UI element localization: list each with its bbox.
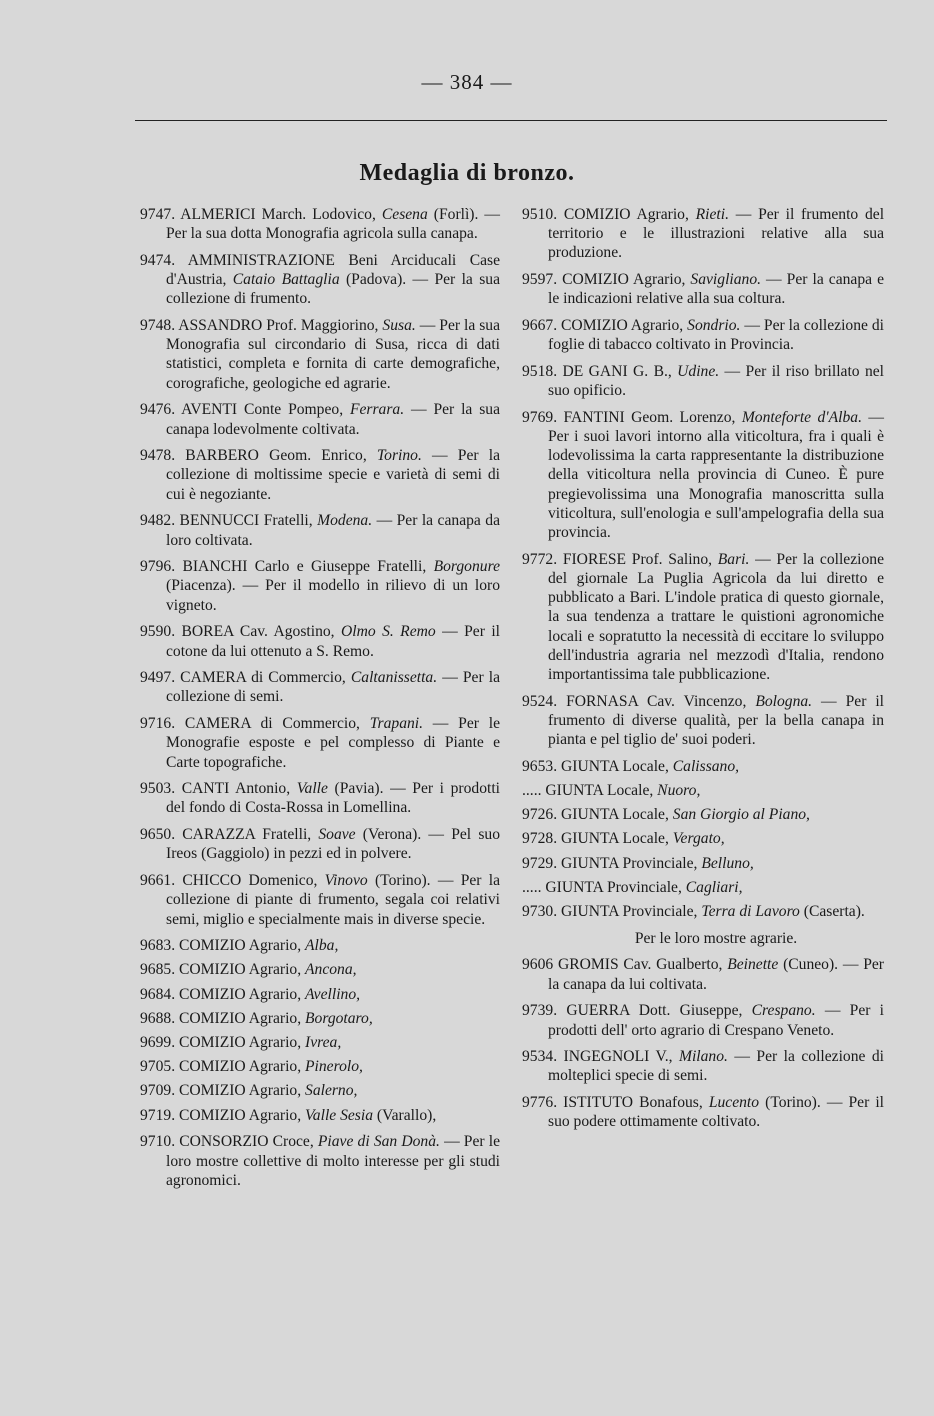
award-entry bbox=[140, 871, 500, 929]
entry-place: Bari. bbox=[717, 550, 750, 568]
entry-description: — Per il frumento di diverse qualità, per la bella canapa in pianta e pel tiglio de' suoi poderi. bbox=[548, 692, 885, 749]
entry-description: — Per le loro mostre collettive di molto interesse per gli studi agronomici. bbox=[166, 1133, 500, 1189]
entry-number: 9729. bbox=[522, 854, 561, 872]
award-entry bbox=[522, 781, 884, 800]
entry-number: 9510. bbox=[522, 206, 564, 223]
entry-place: Ancona, bbox=[305, 961, 357, 979]
award-entry bbox=[522, 854, 884, 873]
entry-number: 9497. bbox=[140, 669, 181, 687]
entry-number: 9590. bbox=[140, 623, 182, 641]
entry-description: — Per la sua Monografia sul circondario di Susa, ricca di dati statistici, completa e fornita di carte demografiche, corografiche, geologiche ed agrarie. bbox=[166, 317, 501, 392]
entry-name: COMIZIO Agrario, bbox=[178, 985, 306, 1003]
entry-name: BIANCHI Carlo e Giuseppe Fratelli, bbox=[182, 558, 434, 576]
entry-name: GIUNTA Locale, bbox=[560, 806, 673, 824]
entry-place: Calissano, bbox=[672, 757, 740, 775]
entry-place: Bologna. bbox=[755, 692, 813, 710]
award-entry bbox=[140, 825, 500, 863]
entry-description: (Pavia). — Per i prodotti del fondo di Costa-Rossa in Lomellina. bbox=[166, 780, 501, 817]
entry-place: Alba, bbox=[305, 937, 339, 955]
entry-place: Terra di Lavoro bbox=[701, 903, 800, 920]
award-entry bbox=[140, 1033, 500, 1052]
entry-description: — Per la canapa da loro coltivata. bbox=[166, 512, 501, 549]
entry-place: Borgonure bbox=[433, 558, 500, 576]
entry-name: AVENTI Conte Pompeo, bbox=[181, 401, 350, 419]
entry-number: 9684. bbox=[140, 985, 179, 1003]
entry-place: Crespano. bbox=[751, 1002, 816, 1020]
entry-description: (Verona). — Pel suo Ireos (Gaggiolo) in pezzi ed in polvere. bbox=[166, 826, 500, 863]
entry-number: 9606 bbox=[522, 956, 558, 974]
entry-description: — Per il frumento del territorio e le illustrazioni relative alla sua produzione. bbox=[548, 206, 885, 262]
entry-name: CANTI Antonio, bbox=[181, 780, 297, 798]
entry-name: GIUNTA Locale, bbox=[560, 830, 673, 848]
entry-name: COMIZIO Agrario, bbox=[178, 1058, 306, 1076]
award-entry bbox=[140, 714, 500, 772]
award-entry bbox=[140, 960, 500, 979]
entry-name: COMIZIO Agrario, bbox=[563, 206, 696, 223]
award-entry bbox=[522, 408, 884, 542]
entry-number: 9719. bbox=[140, 1106, 179, 1124]
award-entry bbox=[522, 692, 884, 750]
entry-name: COMIZIO Agrario, bbox=[562, 271, 691, 289]
entry-name: CAMERA di Commercio, bbox=[184, 715, 370, 733]
entry-number: 9661. bbox=[140, 872, 183, 890]
award-entry bbox=[140, 936, 500, 955]
entry-number: 9710. bbox=[140, 1133, 180, 1151]
section-heading: Medaglia di bronzo. bbox=[359, 160, 575, 186]
award-entry bbox=[522, 805, 884, 824]
entry-place: Susa. bbox=[382, 317, 416, 335]
entry-place: Modena. bbox=[317, 512, 373, 530]
entry-number: 9772. bbox=[522, 550, 563, 568]
award-entry bbox=[522, 1001, 884, 1039]
entry-number: 9796. bbox=[140, 558, 183, 576]
entry-place: Caltanissetta. bbox=[350, 669, 438, 687]
entry-name: COMIZIO Agrario, bbox=[178, 1082, 306, 1100]
entry-name: ASSANDRO Prof. Maggiorino, bbox=[178, 317, 383, 335]
entry-number: 9474. bbox=[140, 251, 188, 269]
entry-name: ALMERICI March. Lodovico, bbox=[180, 206, 382, 223]
entry-name: GIUNTA Provinciale, bbox=[545, 878, 686, 896]
entry-number: 9478. bbox=[140, 447, 186, 465]
entry-place: Valle bbox=[296, 780, 328, 798]
entry-number: 9476. bbox=[140, 401, 182, 419]
award-entry bbox=[522, 316, 884, 354]
award-entry bbox=[522, 902, 884, 921]
entry-number: 9748. bbox=[140, 317, 179, 335]
right-column bbox=[522, 205, 884, 1139]
entry-description: — Per la collezione di molteplici specie di semi. bbox=[548, 1048, 885, 1085]
award-entry bbox=[140, 446, 500, 504]
award-entry bbox=[140, 316, 500, 393]
entry-description: (Forlì). — Per la sua dotta Monografia agricola sulla canapa. bbox=[166, 206, 500, 243]
entry-place: Vergato, bbox=[672, 830, 725, 848]
entry-number: 9685. bbox=[140, 961, 179, 979]
award-entry bbox=[140, 1081, 500, 1100]
entry-name: COMIZIO Agrario, bbox=[178, 937, 306, 955]
entry-place: Salerno, bbox=[305, 1082, 358, 1100]
entry-name: FANTINI Geom. Lorenzo, bbox=[563, 408, 742, 426]
award-entry bbox=[522, 270, 884, 308]
entry-place: Lucento bbox=[708, 1094, 760, 1112]
entry-description: (Cuneo). — Per la canapa da lui coltivata. bbox=[548, 956, 884, 993]
entry-number: 9716. bbox=[140, 715, 185, 733]
entry-description: (Varallo), bbox=[373, 1106, 437, 1124]
entry-number: 9730. bbox=[522, 903, 561, 920]
entry-place: Pinerolo, bbox=[305, 1058, 363, 1076]
entry-number: 9739. bbox=[522, 1002, 567, 1020]
entry-name: ISTITUTO Bonafous, bbox=[563, 1094, 709, 1112]
entry-number: 9705. bbox=[140, 1058, 179, 1076]
award-entry bbox=[522, 362, 884, 400]
entry-name: COMIZIO Agrario, bbox=[178, 961, 306, 979]
entry-description: (Caserta). bbox=[799, 903, 865, 920]
award-entry bbox=[140, 1106, 500, 1125]
group-note: Per le loro mostre agrarie. bbox=[634, 929, 798, 947]
award-entry bbox=[522, 1093, 884, 1131]
award-entry bbox=[140, 511, 500, 549]
entry-number: 9769. bbox=[522, 408, 564, 426]
entry-name: GIUNTA Provinciale, bbox=[560, 903, 702, 920]
entry-name: COMIZIO Agrario, bbox=[561, 317, 688, 335]
entry-number: 9747. bbox=[140, 206, 181, 223]
entry-name: COMIZIO Agrario, bbox=[178, 1034, 306, 1052]
entry-place: Borgotaro, bbox=[305, 1009, 373, 1027]
entry-description: — Per la collezione di moltissime specie e varietà di semi di cui è negoziante. bbox=[166, 447, 500, 503]
entry-description: — Per la collezione del giornale La Puglia Agricola da lui diretto e pubblicato a Bari. L'indole pratica di questo giornale, la sua tendenza a trattare le quistioni agronomiche locali e sopratutto la necessità di eccitare lo sviluppo dell'industria agraria nel mezzodì d'Italia, rendono importantissima tale pubblicazione. bbox=[548, 550, 884, 683]
entry-number: 9688. bbox=[140, 1009, 179, 1027]
award-entry bbox=[140, 400, 500, 438]
entry-place: Rieti. bbox=[695, 206, 729, 223]
entry-place: Savigliano. bbox=[690, 271, 762, 289]
entry-place: Valle Sesia bbox=[305, 1106, 374, 1124]
entry-name: AMMINISTRAZIONE Beni Arciducali Case d'Austria, bbox=[166, 251, 501, 289]
entry-name: INGEGNOLI V., bbox=[563, 1048, 679, 1066]
entry-place: Trapani. bbox=[369, 715, 424, 733]
entry-place: Torino. bbox=[376, 447, 422, 465]
entry-place: Beinette bbox=[727, 956, 779, 974]
entry-name: CHICCO Domenico, bbox=[182, 872, 325, 890]
entry-name: COMIZIO Agrario, bbox=[178, 1106, 306, 1124]
award-entry bbox=[522, 205, 884, 263]
entry-place: Cesena bbox=[381, 206, 428, 223]
award-entry bbox=[522, 550, 884, 684]
award-entry bbox=[522, 757, 884, 776]
award-entry bbox=[140, 557, 500, 615]
entry-place: Monteforte d'Alba. bbox=[741, 408, 862, 426]
entry-name: FIORESE Prof. Salino, bbox=[562, 550, 718, 568]
entry-number: 9653. bbox=[522, 757, 561, 775]
entry-number: 9597. bbox=[522, 271, 563, 289]
entry-number: ..... bbox=[522, 878, 546, 896]
entry-description: — Per i suoi lavori intorno alla viticoltura, fra i quali è lodevolissima la carta rappresentante la distribuzione della viticoltura nella provincia di Cuneo. È pure pregievolissima una Monografia manoscritta sulla viticoltura, sull'enologia e sull'ampelografia della sua provincia. bbox=[548, 408, 885, 542]
award-entry bbox=[140, 1057, 500, 1076]
entry-number: 9709. bbox=[140, 1082, 179, 1100]
left-column bbox=[140, 205, 500, 1197]
entry-place: Cataio Battaglia bbox=[232, 271, 340, 289]
award-entry bbox=[140, 622, 500, 660]
entry-number: 9683. bbox=[140, 937, 179, 955]
award-entry bbox=[140, 1009, 500, 1028]
entry-number: 9534. bbox=[522, 1048, 564, 1066]
entry-number: 9518. bbox=[522, 362, 563, 380]
entry-number: 9503. bbox=[140, 780, 182, 798]
award-entry bbox=[140, 668, 500, 706]
entry-name: GIUNTA Locale, bbox=[560, 757, 673, 775]
entry-place: Olmo S. Remo bbox=[341, 623, 436, 641]
entry-description: — Per la canapa e le indicazioni relative alla sua coltura. bbox=[548, 271, 885, 308]
entry-description: — Per le Monografie esposte e pel complesso di Piante e Carte topografiche. bbox=[166, 715, 500, 771]
award-entry bbox=[140, 1132, 500, 1190]
award-entry bbox=[140, 205, 500, 243]
entry-name: CAMERA di Commercio, bbox=[180, 669, 351, 687]
entry-name: FORNASA Cav. Vincenzo, bbox=[566, 692, 756, 710]
entry-place: Cagliari, bbox=[685, 878, 743, 896]
entry-number: 9524. bbox=[522, 692, 567, 710]
entry-place: Piave di San Donà. bbox=[317, 1133, 440, 1151]
entry-place: Soave bbox=[318, 826, 356, 844]
entry-description: (Torino). — Per la collezione di piante di frumento, segala coi relativi semi, miglio e specialmente mais in diverse specie. bbox=[166, 872, 501, 928]
entry-place: Sondrio. bbox=[687, 317, 741, 335]
entry-description: — Per i prodotti dell' orto agrario di Crespano Veneto. bbox=[548, 1002, 884, 1039]
award-entry bbox=[522, 955, 884, 993]
entry-description: — Per il riso brillato nel suo opificio. bbox=[548, 362, 885, 400]
award-entry bbox=[522, 1047, 884, 1085]
entry-number: 9726. bbox=[522, 806, 561, 824]
entry-name: CARAZZA Fratelli, bbox=[182, 826, 319, 844]
page-number: — 384 — bbox=[421, 70, 513, 94]
entry-number: 9650. bbox=[140, 826, 183, 844]
entry-number: 9728. bbox=[522, 830, 561, 848]
entry-place: Ivrea, bbox=[305, 1034, 342, 1052]
entry-description: — Per il cotone da lui ottenuto a S. Remo. bbox=[166, 623, 501, 660]
entry-number: 9667. bbox=[522, 317, 562, 335]
entry-name: GIUNTA Provinciale, bbox=[560, 854, 702, 872]
entry-place: San Giorgio al Piano, bbox=[672, 806, 810, 824]
entry-description: (Padova). — Per la sua collezione di frumento. bbox=[166, 271, 500, 308]
entry-name: DE GANI G. B., bbox=[562, 362, 678, 380]
entry-description: (Piacenza). — Per il modello in rilievo di un loro vigneto. bbox=[166, 577, 500, 614]
entry-place: Nuoro, bbox=[657, 781, 701, 799]
entry-place: Avellino, bbox=[305, 985, 361, 1003]
award-entry bbox=[140, 985, 500, 1004]
entry-description: — Per la sua canapa lodevolmente coltivata. bbox=[166, 401, 500, 438]
entry-place: Belluno, bbox=[701, 854, 754, 872]
entry-name: BOREA Cav. Agostino, bbox=[181, 623, 341, 641]
entry-number: 9776. bbox=[522, 1094, 564, 1112]
entry-number: 9699. bbox=[140, 1034, 179, 1052]
entry-name: BARBERO Geom. Enrico, bbox=[185, 447, 377, 465]
award-entry bbox=[140, 251, 500, 309]
award-entry bbox=[140, 779, 500, 817]
entry-place: Milano. bbox=[678, 1048, 728, 1066]
entry-name: CONSORZIO Croce, bbox=[179, 1133, 318, 1151]
entry-description: (Torino). — Per il suo podere ottimamente coltivato. bbox=[548, 1094, 885, 1131]
header-rule bbox=[135, 120, 887, 121]
entry-place: Ferrara. bbox=[349, 401, 405, 419]
entry-name: GUERRA Dott. Giuseppe, bbox=[566, 1002, 752, 1020]
entry-description: — Per la collezione di semi. bbox=[166, 669, 500, 706]
award-entry bbox=[522, 829, 884, 848]
award-entry bbox=[522, 878, 884, 897]
entry-place: Vinovo bbox=[324, 872, 368, 890]
entry-place: Udine. bbox=[677, 362, 720, 380]
entry-number: 9482. bbox=[140, 512, 180, 530]
entry-description: — Per la collezione di foglie di tabacco coltivato in Provincia. bbox=[548, 317, 884, 354]
entry-name: GROMIS Cav. Gualberto, bbox=[557, 956, 728, 974]
entry-number: ..... bbox=[522, 781, 546, 799]
entry-name: GIUNTA Locale, bbox=[545, 781, 658, 799]
entry-name: COMIZIO Agrario, bbox=[178, 1009, 306, 1027]
entry-name: BENNUCCI Fratelli, bbox=[179, 512, 318, 530]
